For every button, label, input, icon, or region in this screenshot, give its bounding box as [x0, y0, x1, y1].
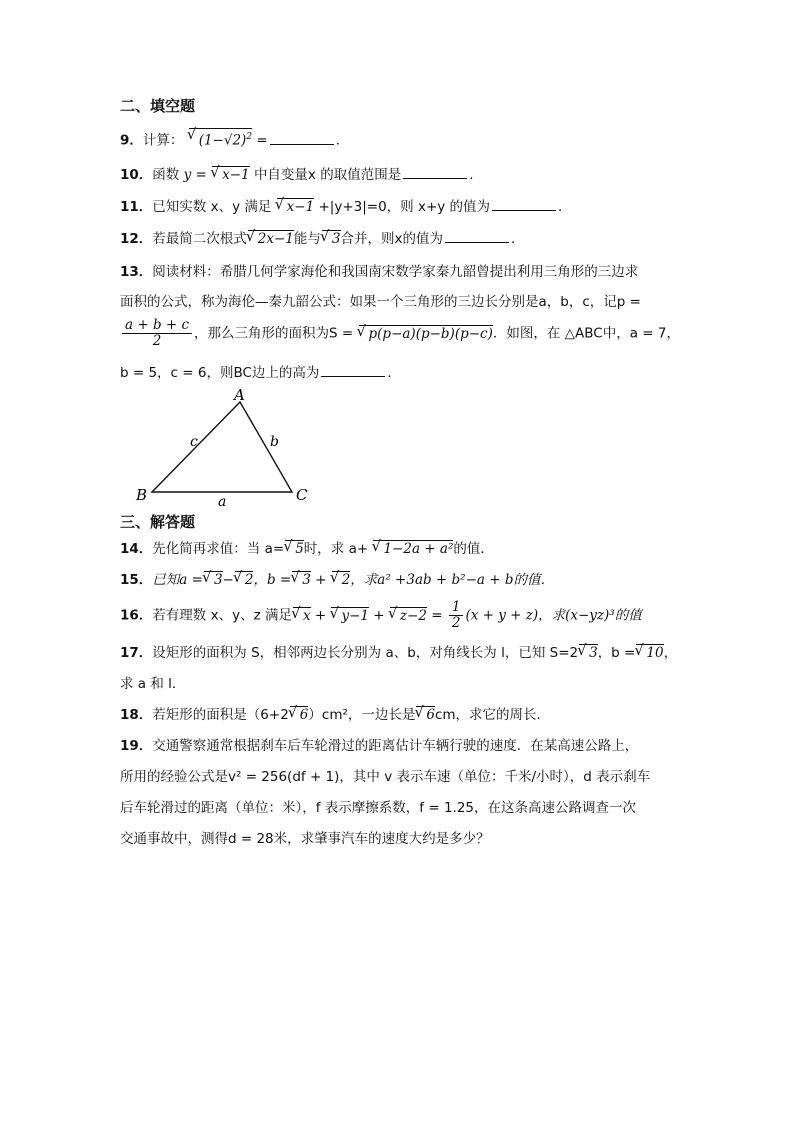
sqrt-expression: √ 2 — [235, 571, 254, 588]
question-10: 10．函数 y = √ x−1 中自变量x 的取值范围是 . — [120, 164, 680, 185]
question-text: 先化简再求值：当 a= — [152, 541, 285, 557]
answer-blank[interactable] — [492, 196, 556, 211]
sqrt-expression: √ 3 — [204, 571, 223, 588]
question-number: 11． — [120, 199, 153, 215]
sqrt-expression: √ 10 — [636, 644, 663, 661]
question-13-line-2: 面积的公式，称为海伦—秦九韶公式：如果一个三角形的三边长分别是a，b，c，记p = — [120, 294, 641, 310]
question-number: 16． — [120, 607, 153, 624]
sqrt-expression: √ 3 — [292, 571, 311, 588]
question-text: 已知实数 x、y 满足 — [152, 199, 272, 215]
question-text: 阅读材料：希腊几何学家海伦和我国南宋数学家秦九韶曾提出利用三角形的三边求 — [152, 264, 639, 280]
question-18: 18．若矩形的面积是（6+2√ 6）cm²，一边长是√ 6cm，求它的周长． — [120, 705, 680, 725]
question-text: 若最简二次根式 — [152, 231, 247, 247]
side-label-c: c — [190, 434, 198, 450]
sqrt-expression: √ 3 — [322, 230, 341, 247]
question-number: 10． — [120, 167, 153, 183]
question-number: 17． — [120, 645, 153, 661]
question-text: 函数 — [152, 167, 180, 183]
question-number: 12． — [120, 231, 153, 247]
sqrt-expression: √ 2 — [332, 571, 351, 588]
question-19-line-3: 后车轮滑过的距离（单位：米），f 表示摩擦系数，f = 1.25，在这条高速公路调查一次 — [120, 800, 636, 816]
heron-sqrt-expression: √ p(p−a)(p−b)(p−c) — [359, 325, 493, 342]
sqrt-expression: √ y−1 — [331, 607, 369, 624]
answer-blank[interactable] — [445, 228, 509, 243]
section-heading-solve: 三、解答题 — [120, 513, 196, 531]
side-label-a: a — [218, 494, 227, 508]
sqrt-expression: √ $(1-√2)^2$ — [189, 128, 252, 149]
question-19-line-4: 交通事故中，测得d = 28米，求肇事汽车的速度大约是多少？ — [120, 831, 490, 847]
question-9: 9．计算： √ $(1-√2)^2$ = ． — [120, 128, 680, 151]
section-heading-fill-in: 二、填空题 — [120, 97, 196, 115]
fraction: $\frac{1}{2}$ — [449, 600, 464, 631]
question-text: 计算： — [142, 132, 184, 149]
question-19-line-2: 所用的经验公式是v² = 256(df + 1)，其中 v 表示车速（单位：千米/小时），d 表示刹车 — [120, 769, 651, 785]
question-11: 11．已知实数 x、y 满足 √ x−1 +|y+3|=0，则 x+y 的值为 ． — [120, 196, 680, 217]
fraction: $\frac{a + b + c}{2}$ — [122, 318, 192, 349]
question-number: 18． — [120, 707, 153, 723]
vertex-label-B: B — [136, 486, 148, 504]
triangle-abc-figure — [130, 388, 320, 508]
question-17-line-2: 求 a 和 l． — [120, 676, 186, 692]
question-13-line-3: $\frac{a + b + c}{2}$ ，那么三角形的面积为S = √ p(p−a)(p−b)(p−c)．如图，在 △ABC中，a = 7， — [120, 318, 680, 349]
question-number: 9． — [120, 132, 143, 149]
sqrt-expression: √ 5 — [285, 540, 304, 557]
sqrt-expression: √ z−2 — [390, 607, 427, 624]
question-number: 15． — [120, 572, 153, 588]
question-number: 14． — [120, 541, 153, 557]
answer-blank[interactable] — [321, 362, 385, 377]
question-19-line-1: 19．交通警察通常根据刹车后车轮滑过的距离估计车辆行驶的速度．在某高速公路上， — [120, 738, 639, 754]
sqrt-expression: √ 1−2a + a² — [373, 540, 453, 557]
question-text: 若有理数 x、y、z 满足 — [152, 607, 292, 624]
question-15: 15．已知a =√ 3−√ 2，b =√ 3 + √ 2，求a² +3ab + b²−a + b的值． — [120, 570, 680, 590]
question-13-line-1 — [120, 262, 680, 282]
answer-blank[interactable] — [270, 130, 334, 145]
vertex-label-A: A — [234, 388, 245, 404]
sqrt-expression: √ x — [293, 607, 311, 624]
vertex-label-C: C — [296, 486, 308, 504]
sqrt-expression: √ x−1 — [277, 198, 315, 215]
question-13-line-4: b = 5，c = 6，则BC边上的高为 ． — [120, 362, 680, 383]
sqrt-expression: √ 2x−1 — [248, 230, 294, 247]
question-16: 16．若有理数 x、y、z 满足√ x + √ y−1 + √ z−2 = $\frac{1}{2}$ (x + y + z)，求(x−yz)³的值 — [120, 600, 680, 631]
sqrt-expression: √ 6 — [290, 706, 309, 723]
question-number: 19． — [120, 738, 153, 754]
answer-blank[interactable] — [403, 164, 467, 179]
question-14: 14．先化简再求值：当 a=√ 5时，求 a+ √ 1−2a + a²的值． — [120, 539, 680, 559]
question-number: 13． — [120, 264, 153, 280]
side-label-b: b — [270, 434, 279, 450]
sqrt-expression: √ 6 — [416, 706, 435, 723]
sqrt-expression: √ x−1 — [212, 166, 250, 183]
question-17-line-1: 17．设矩形的面积为 S，相邻两边长分别为 a、b，对角线长为 l，已知 S=2√ 3，b =√ 10， — [120, 643, 680, 663]
question-12: 12．若最简二次根式√ 2x−1能与√ 3合并，则x的值为 ． — [120, 228, 680, 249]
sqrt-expression: √ 3 — [579, 644, 598, 661]
